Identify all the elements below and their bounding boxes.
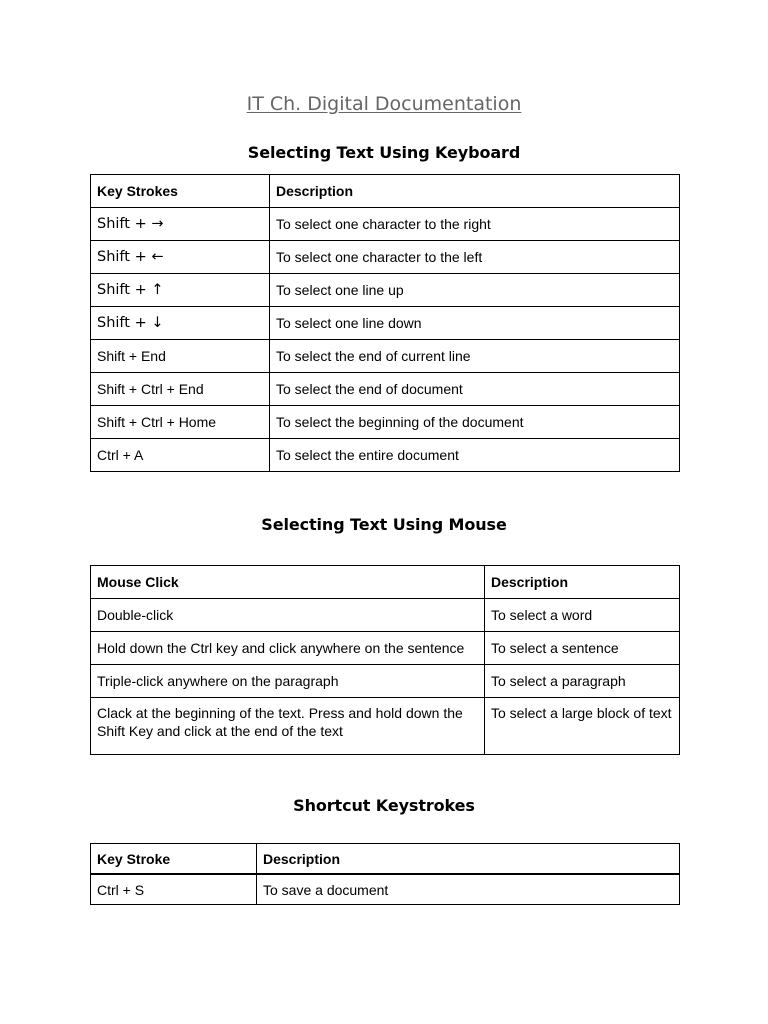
description-cell: To select the end of document: [270, 373, 680, 406]
table-header-row: [91, 844, 680, 875]
shortcut-section-heading: Shortcut Keystrokes: [293, 796, 475, 815]
key-cell: Shift + ↑: [91, 274, 270, 307]
action-cell: Clack at the beginning of the text. Press and hold down the Shift Key and click at the end of the text: [91, 698, 485, 755]
table-row: [91, 665, 680, 698]
description-cell: To select one line up: [270, 274, 680, 307]
table-row: [91, 307, 680, 340]
table-row: [91, 373, 680, 406]
description-cell: To select one character to the right: [270, 208, 680, 241]
key-cell: Shift + End: [91, 340, 270, 373]
key-cell: Ctrl + A: [91, 439, 270, 472]
action-cell: Hold down the Ctrl key and click anywhere on the sentence: [91, 632, 485, 665]
action-cell: Triple-click anywhere on the paragraph: [91, 665, 485, 698]
table-row: [91, 340, 680, 373]
key-cell: Shift + Ctrl + Home: [91, 406, 270, 439]
column-header-description: Description: [270, 175, 680, 208]
description-cell: To select one character to the left: [270, 241, 680, 274]
table-row: [91, 274, 680, 307]
column-header-description: Description: [257, 844, 680, 875]
table-row: [91, 599, 680, 632]
column-header-description: Description: [485, 566, 680, 599]
description-cell: To select a large block of text: [485, 698, 680, 755]
description-cell: To select the entire document: [270, 439, 680, 472]
mouse-selection-table: [90, 565, 680, 755]
description-cell: To select one line down: [270, 307, 680, 340]
key-cell: Shift + Ctrl + End: [91, 373, 270, 406]
key-cell: Shift + ↓: [91, 307, 270, 340]
description-cell: To select the beginning of the document: [270, 406, 680, 439]
key-cell: Shift + →: [91, 208, 270, 241]
table-row: [91, 439, 680, 472]
description-cell: To select a word: [485, 599, 680, 632]
table-row: [91, 208, 680, 241]
page-title: IT Ch. Digital Documentation: [246, 93, 522, 115]
table-row: [91, 406, 680, 439]
keyboard-shortcuts-table: [90, 174, 680, 472]
table-header-row: [91, 566, 680, 599]
table-header-row: [91, 175, 680, 208]
shortcut-keystrokes-table: [90, 843, 680, 905]
action-cell: Double-click: [91, 599, 485, 632]
key-cell: Ctrl + S: [91, 874, 257, 905]
description-cell: To select the end of current line: [270, 340, 680, 373]
column-header-key-stroke: Key Stroke: [91, 844, 257, 875]
table-row: [91, 698, 680, 755]
description-cell: To select a paragraph: [485, 665, 680, 698]
description-cell: To select a sentence: [485, 632, 680, 665]
column-header-mouse-click: Mouse Click: [91, 566, 485, 599]
mouse-section-heading: Selecting Text Using Mouse: [261, 515, 507, 534]
description-cell: To save a document: [257, 874, 680, 905]
table-row: [91, 632, 680, 665]
table-row: [91, 874, 680, 905]
table-row: [91, 241, 680, 274]
key-cell: Shift + ←: [91, 241, 270, 274]
column-header-key-strokes: Key Strokes: [91, 175, 270, 208]
keyboard-section-heading: Selecting Text Using Keyboard: [247, 143, 521, 162]
